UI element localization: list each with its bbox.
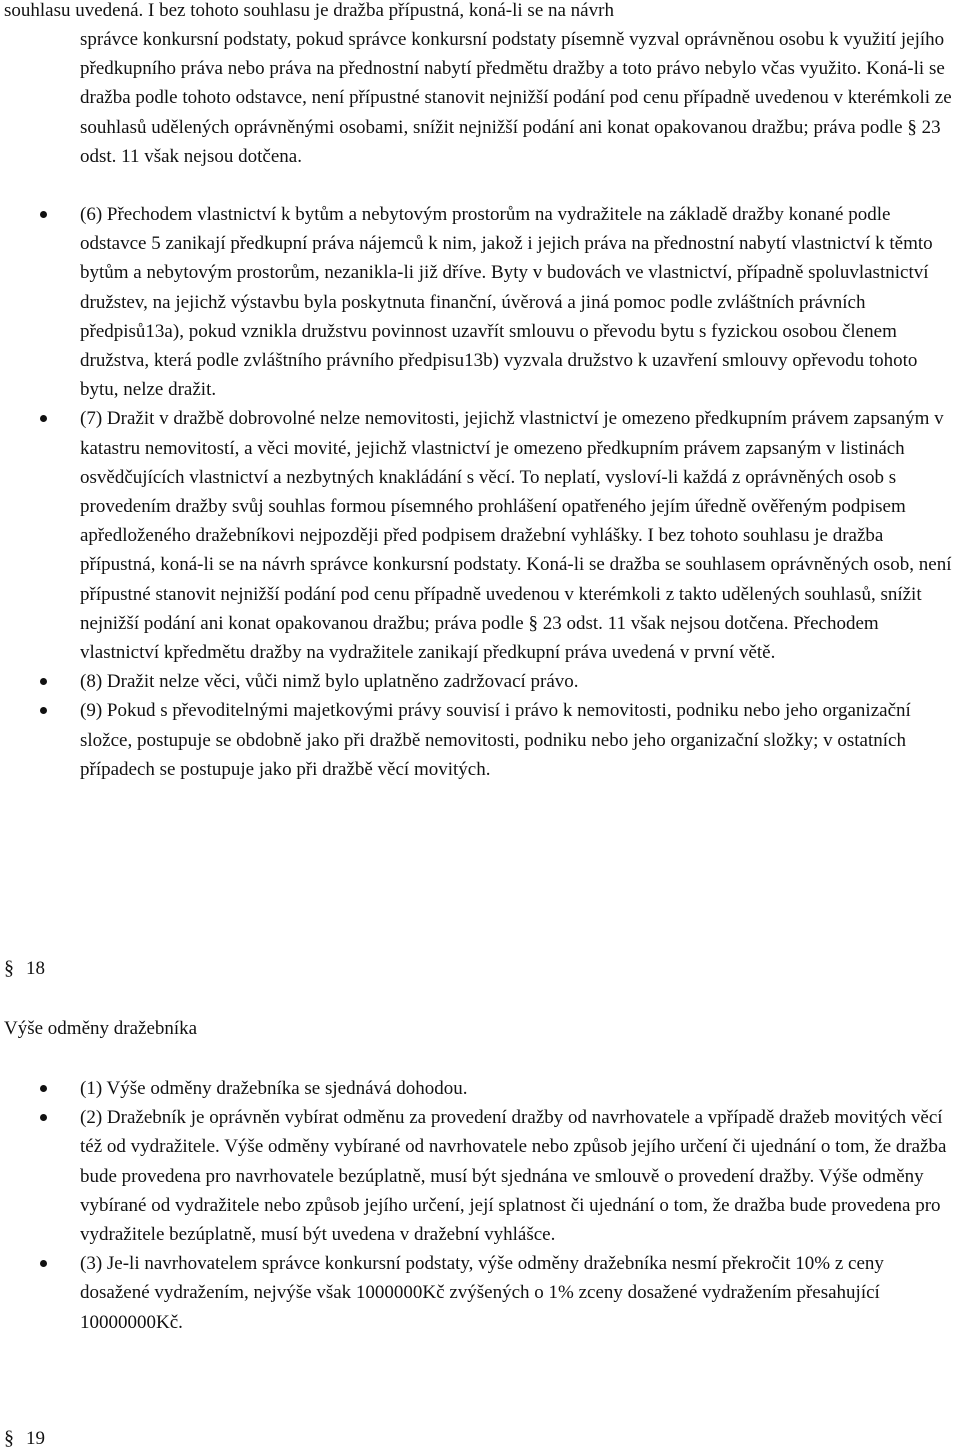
block1-item-list xyxy=(0,200,958,784)
list-item: (6) Přechodem vlastnictví k bytům a nebytovým prostorům na vydražitele na základě dražby konané podle odstavce 5 zanikají předkupní práva nájemců k nim, jakož i jejich práva na přednostní nabytí vlastnictví k těmto bytům a nebytovým prostorům, nezanikla-li již dříve. Byty v budovách ve vlastnictví, případně spoluvlastnictví družstev, na jejichž výstavbu byla poskytnuta finanční, úvěrová a jiná pomoc podle zvláštních právních předpisů13a), pokud vznikla družstvu povinnost uzavřít smlouvu o převodu bytu s fyzickou osobou členem družstva, která podle zvláštního právního předpisu13b) vyzvala družstvo k uzavření smlouvy opřevodu tohoto bytu, nelze dražit. xyxy=(0,200,958,404)
section-number: 18 xyxy=(26,958,45,979)
list-item: (8) Dražit nelze věci, vůči nimž bylo uplatněno zadržovací právo. xyxy=(0,667,958,696)
bullet-icon xyxy=(40,1114,47,1121)
list-item: (7) Dražit v dražbě dobrovolné nelze nemovitosti, jejichž vlastnictví je omezeno předkupním právem zapsaným v katastru nemovitostí, a věci movité, jejichž vlastnictví je omezeno předkupním právem zapsaným v listinách osvědčujících vlastnictví a nezbytných knakládání s věcí. To neplatí, vysloví-li každá z oprávněných osob s provedením dražby svůj souhlas formou písemného prohlášení opatřeného jejím úředně ověřeným podpisem apředloženého dražebníkovi nejpozději před podpisem dražební vyhlášky. I bez tohoto souhlasu je dražba přípustná, koná-li se na návrh správce konkursní podstaty. Koná-li se dražba se souhlasem oprávněných osob, není přípustné stanovit nejnižší podání pod cenu případně uvedenou v kterémkoli z takto udělených souhlasů, snížit nejnižší podání ani konat opakovanou dražbu; práva podle § 23 odst. 11 však nejsou dotčena. Přechodem vlastnictví kpředmětu dražby na vydražitele zanikají předkupní práva uvedená v první větě. xyxy=(0,404,958,667)
section-19-mark xyxy=(4,1424,64,1454)
bullet-icon xyxy=(40,211,47,218)
bullet-icon xyxy=(40,707,47,714)
bullet-icon xyxy=(40,1260,47,1267)
block1-continuation: správce konkursní podstaty, pokud správce konkursní podstaty písemně vyzval oprávněnou osobu k využití jejího předkupního práva nebo práva na přednostní nabytí předmětu dražby a toto právo nebylo včas využito. Koná-li se dražba podle tohoto odstavce, není přípustné stanovit nejnižší podání pod cenu případně uvedenou v kterémkoli ze souhlasů udělených oprávněnými osobami, snížit nejnižší podání ani konat opakovanou dražbu; práva podle § 23 odst. 11 však nejsou dotčena. xyxy=(80,29,952,167)
section-number: 19 xyxy=(26,1428,45,1449)
list-item: (9) Pokud s převoditelnými majetkovými právy souvisí i právo k nemovitosti, podniku nebo jeho organizační složce, postupuje se obdobně jako při dražbě nemovitosti, podniku nebo jeho organizační složky; v ostatních případech se postupuje jako při dražbě věcí movitých. xyxy=(0,696,958,784)
list-item: (3) Je-li navrhovatelem správce konkursní podstaty, výše odměny dražebníka nesmí překročit 10% z ceny dosažené vydražením, nejvýše však 1000000Kč zvýšených o 1% zceny dosažené vydražením přesahující 10000000Kč. xyxy=(0,1249,958,1337)
section18-item-list xyxy=(0,1074,958,1337)
bullet-icon xyxy=(40,1085,47,1092)
section-symbol: § xyxy=(4,957,14,979)
list-item: (2) Dražebník je oprávněn vybírat odměnu za provedení dražby od navrhovatele a vpřípadě dražeb movitých věcí též od vydražitele. Výše odměny vybírané od navrhovatele nebo způsob jejího určení či ujednání o tom, že dražba bude provedena pro navrhovatele bezúplatně, musí být sjednána ve smlouvě o provedení dražby. Výše odměny vybírané od vydražitele nebo způsob jejího určení, její splatnost či ujednání o tom, že dražba bude provedena pro vydražitele bezúplatně, musí být uvedena v dražební vyhlášce. xyxy=(0,1103,958,1249)
block1-lead-line: souhlasu uvedená. I bez tohoto souhlasu je dražba přípustná, koná-li se na návrh xyxy=(4,0,614,21)
bullet-icon xyxy=(40,678,47,685)
bullet-icon xyxy=(40,415,47,422)
section-18-heading: Výše odměny dražebníka xyxy=(4,1018,198,1039)
list-item: (1) Výše odměny dražebníka se sjednává dohodou. xyxy=(0,1074,958,1103)
section-18-mark xyxy=(4,954,64,984)
section-symbol: § xyxy=(4,1427,14,1449)
